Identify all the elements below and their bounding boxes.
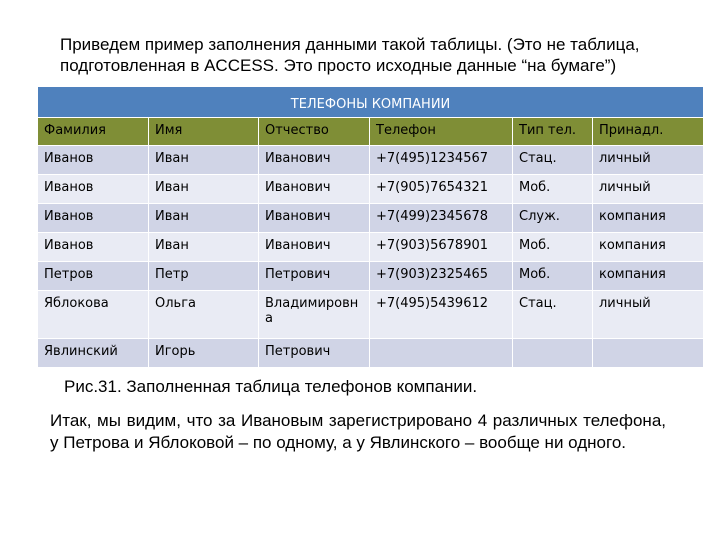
cell-name: Иван (149, 233, 259, 262)
table-row (38, 291, 704, 339)
table-row (38, 262, 704, 291)
summary-paragraph: Итак, мы видим, что за Ивановым зарегистрировано 4 различных телефона, у Петрова и Яблоковой – по одному, а у Явлинского – вообще ни одного. (50, 411, 666, 452)
table-row (38, 204, 704, 233)
cell-patronymic: Петрович (259, 262, 370, 291)
cell-phone: +7(905)7654321 (370, 175, 513, 204)
column-header-name: Имя (149, 118, 259, 146)
cell-name: Иван (149, 146, 259, 175)
cell-phone: +7(903)5678901 (370, 233, 513, 262)
cell-patronymic: Петрович (259, 339, 370, 368)
column-header-surname: Фамилия (38, 118, 149, 146)
cell-phone (370, 339, 513, 368)
cell-surname: Иванов (38, 175, 149, 204)
column-header-phone: Телефон (370, 118, 513, 146)
table-row (38, 339, 704, 368)
table-header-row (38, 118, 704, 146)
cell-patronymic: Иванович (259, 233, 370, 262)
cell-phone-type: Служ. (513, 204, 593, 233)
table-title: ТЕЛЕФОНЫ КОМПАНИИ (38, 87, 704, 118)
cell-owner: личный (593, 291, 704, 339)
cell-phone-type: Стац. (513, 291, 593, 339)
cell-surname: Иванов (38, 204, 149, 233)
column-header-owner: Принадл. (593, 118, 704, 146)
cell-surname: Петров (38, 262, 149, 291)
cell-owner: личный (593, 175, 704, 204)
cell-phone-type: Стац. (513, 146, 593, 175)
cell-phone-type (513, 339, 593, 368)
cell-name: Петр (149, 262, 259, 291)
table-row (38, 175, 704, 204)
cell-phone: +7(495)5439612 (370, 291, 513, 339)
cell-owner: личный (593, 146, 704, 175)
cell-owner (593, 339, 704, 368)
cell-phone: +7(499)2345678 (370, 204, 513, 233)
cell-patronymic: Владимировна (259, 291, 370, 339)
cell-patronymic: Иванович (259, 204, 370, 233)
column-header-phone-type: Тип тел. (513, 118, 593, 146)
column-header-patronymic: Отчество (259, 118, 370, 146)
cell-phone-type: Моб. (513, 233, 593, 262)
cell-surname: Явлинский (38, 339, 149, 368)
cell-owner: компания (593, 262, 704, 291)
cell-owner: компания (593, 204, 704, 233)
cell-name: Игорь (149, 339, 259, 368)
cell-owner: компания (593, 233, 704, 262)
table-title-row (38, 87, 704, 118)
intro-paragraph: Приведем пример заполнения данными такой таблицы. (Это не таблица, подготовленная в ACCESS. Это просто исходные данные “на бумаге”) (60, 35, 640, 75)
cell-surname: Яблокова (38, 291, 149, 339)
cell-name: Иван (149, 204, 259, 233)
cell-patronymic: Иванович (259, 175, 370, 204)
cell-name: Ольга (149, 291, 259, 339)
cell-phone-type: Моб. (513, 262, 593, 291)
table-row (38, 233, 704, 262)
figure-caption: Рис.31. Заполненная таблица телефонов компании. (64, 377, 478, 396)
table-row (38, 146, 704, 175)
cell-surname: Иванов (38, 146, 149, 175)
cell-phone: +7(495)1234567 (370, 146, 513, 175)
cell-patronymic: Иванович (259, 146, 370, 175)
company-phones-table (37, 86, 704, 368)
cell-phone: +7(903)2325465 (370, 262, 513, 291)
cell-surname: Иванов (38, 233, 149, 262)
cell-phone-type: Моб. (513, 175, 593, 204)
cell-name: Иван (149, 175, 259, 204)
